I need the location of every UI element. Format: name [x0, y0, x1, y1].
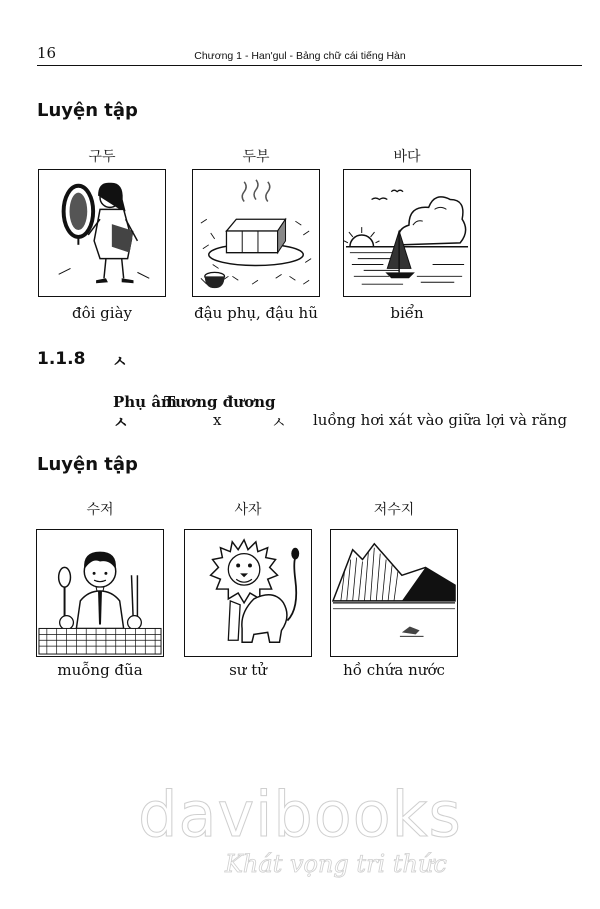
picture-reservoir-with-mountains [330, 529, 458, 657]
boy-with-spoon-and-chopsticks-illustration [37, 530, 163, 656]
equivalent-letter: x [213, 411, 222, 429]
korean-word-jeosuji: 저수지 [373, 502, 415, 518]
meaning-dau-phu: đậu phụ, đậu hũ [194, 304, 318, 322]
reservoir-with-mountains-illustration [331, 530, 457, 656]
girl-with-mirror-illustration [39, 170, 165, 296]
korean-word-gudu: 구두 [88, 149, 116, 165]
picture-girl-with-mirror [38, 169, 166, 297]
practice-heading-1: Luyện tập [37, 100, 138, 121]
korean-word-dubu: 두부 [242, 149, 270, 165]
consonant-letter: ㅅ [113, 413, 129, 432]
meaning-su-tu: sư tử [229, 661, 267, 679]
korean-word-saja: 사자 [234, 502, 262, 518]
section-number: 1.1.8 [37, 349, 86, 369]
sea-with-sailboat-illustration [344, 170, 470, 296]
consonant-symbol: ㅅ [271, 413, 287, 432]
picture-boy-with-spoon-and-chopsticks [36, 529, 164, 657]
chapter-title: Chương 1 - Han'gul - Bảng chữ cái tiếng Hàn [194, 50, 406, 62]
picture-sea-with-sailboat [343, 169, 471, 297]
tofu-on-plate-illustration [193, 170, 319, 296]
picture-tofu-on-plate [192, 169, 320, 297]
meaning-muong-dua: muỗng đũa [57, 661, 143, 679]
korean-word-bada: 바다 [393, 149, 421, 165]
header-divider [37, 65, 582, 66]
meaning-doi-giay: đôi giày [71, 304, 132, 322]
col-header-consonant: Phụ âm [113, 393, 177, 411]
pronunciation-description: luồng hơi xát vào giữa lợi và răng [313, 411, 568, 429]
watermark-brand: davibooks [138, 778, 462, 851]
meaning-ho-chua-nuoc: hồ chứa nước [343, 661, 445, 679]
picture-lion [184, 529, 312, 657]
lion-illustration [185, 530, 311, 656]
page-number: 16 [37, 44, 57, 62]
practice-heading-2: Luyện tập [37, 454, 138, 475]
watermark-slogan: Khát vọng tri thức [225, 850, 447, 878]
korean-word-sujeo: 수저 [86, 502, 114, 518]
col-header-equivalent: Tương đương [164, 393, 276, 411]
section-jamo: ㅅ [112, 352, 128, 371]
meaning-bien: biển [390, 304, 424, 322]
